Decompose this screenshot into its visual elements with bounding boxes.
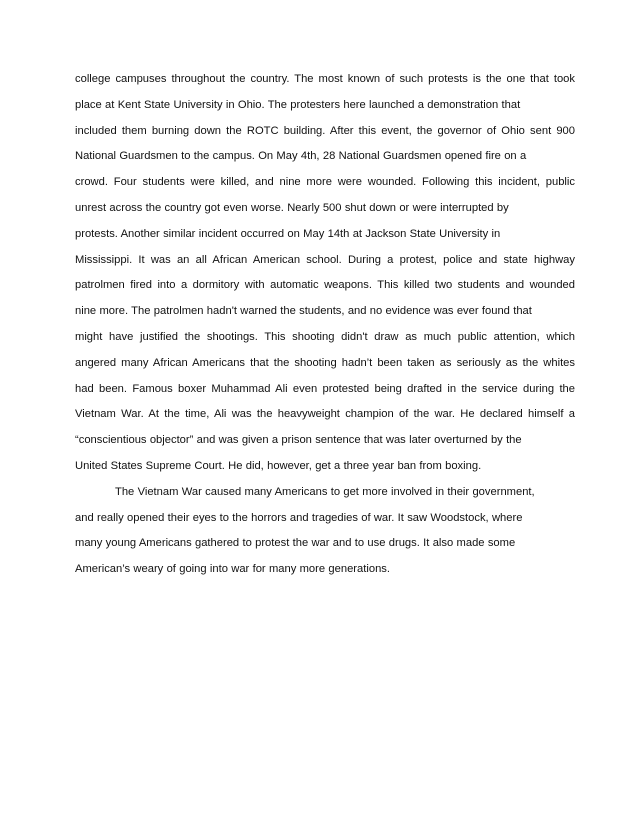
text-line: might have justified the shootings. This shooting didn't draw as much public attention, which xyxy=(75,330,575,343)
text-line: crowd. Four students were killed, and nine more were wounded. Following this incident, public xyxy=(75,176,575,189)
text-line: Vietnam War. At the time, Ali was the heavyweight champion of the war. He declared himself a xyxy=(75,408,575,421)
paragraph-first-line: The Vietnam War caused many Americans to get more involved in their government, xyxy=(115,485,535,498)
text-line: college campuses throughout the country. The most known of such protests is the one that took xyxy=(75,73,575,85)
text-line: had been. Famous boxer Muhammad Ali even protested being drafted in the service during the xyxy=(75,382,575,395)
text-line: Mississippi. It was an all African American school. During a protest, police and state highway xyxy=(75,253,575,266)
text-line: United States Supreme Court. He did, however, get a three year ban from boxing. xyxy=(75,459,482,472)
text-line: included them burning down the ROTC building. After this event, the governor of Ohio sent 900 xyxy=(75,124,575,137)
text-line: National Guardsmen to the campus. On May 4th, 28 National Guardsmen opened fire on a xyxy=(75,150,527,163)
text-line: many young Americans gathered to protest the war and to use drugs. It also made some xyxy=(75,537,516,550)
text-line: angered many African Americans that the shooting hadn’t been taken as seriously as the whites xyxy=(75,356,575,369)
text-line: nine more. The patrolmen hadn't warned the students, and no evidence was ever found that xyxy=(75,305,532,318)
body-text xyxy=(75,67,575,583)
text-line: place at Kent State University in Ohio. The protesters here launched a demonstration that xyxy=(75,98,521,111)
text-line: and really opened their eyes to the horrors and tragedies of war. It saw Woodstock, where xyxy=(75,511,523,524)
text-line: “conscientious objector” and was given a prison sentence that was later overturned by the xyxy=(75,434,522,447)
text-line: protests. Another similar incident occurred on May 14th at Jackson State University in xyxy=(75,227,501,240)
text-line: American’s weary of going into war for many more generations. xyxy=(75,563,390,576)
text-line: patrolmen fired into a dormitory with automatic weapons. This killed two students and wounded xyxy=(75,279,575,292)
text-line: unrest across the country got even worse. Nearly 500 shut down or were interrupted by xyxy=(75,201,509,214)
